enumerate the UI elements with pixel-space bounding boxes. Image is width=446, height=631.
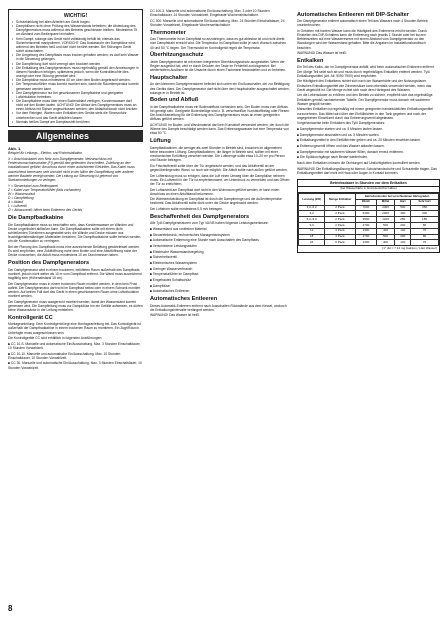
warning-item: • Vor dem Reinigen, Warten oder Entkalken des Geräts stets die Stromzufuhr unterbrechen und das Gerät abkühlen lassen. xyxy=(12,111,139,119)
warning-item: • Die Dampfleitung darf nicht verengt oder blockiert werden. xyxy=(12,62,139,66)
section-list-item: ■ Automatisches Entleeren xyxy=(150,289,190,294)
table-cell: 400 xyxy=(376,228,395,234)
legend-item: L = Luftventil xyxy=(8,204,27,209)
section-list-item: ■ Entleerungsventil öffnen und das Wasser ablaufen lassen. xyxy=(297,143,385,148)
warning-item: • Schutzkleidung bei allen Arbeiten am Gerät tragen. xyxy=(12,20,139,24)
manual-page xyxy=(8,9,440,615)
table-header-cell: Mittel xyxy=(376,199,395,205)
section-paragraph: An den kleineren Dampfgeneratoren befindet sich unten ein Ein/Ausschalter, der zur Betätigung des Geräts dient. Der Dampfgenerator darf nicht über den Hauptschalter ausgeschaltet werden, solange er in Betrieb ist. xyxy=(150,82,290,95)
section-heading: Automatisches Entleeren xyxy=(150,295,218,302)
section-heading: Lüftung xyxy=(150,138,171,144)
table-cell: 18 xyxy=(299,234,325,240)
legend-item: Ö = Ablassventil; öffnet beim Entleeren des Geräts xyxy=(8,208,83,213)
section-paragraph: Um die Lebensdauer zu erhöhen und den Betrieb zu sichern, empfiehlt sich das regelmäßige Entkalken gemäß nachstehender Tabelle. Der Dampfgenerator muss danach mit sauberem Wasser gespült werden. xyxy=(297,93,433,106)
section-heading: Thermometer xyxy=(150,29,186,36)
table-cell: 300 xyxy=(411,211,439,217)
section-paragraph: Manuelles Entkalken ist regelmäßig mit einem geeigneten handelsüblichen Entkalkungsmittel vorzunehmen. Das Mittel wird über den Einfülltrichter in den Tank gegeben und nach der angegebenen Einwirkzeit durch das Entleerungsventil abgelassen. xyxy=(297,107,433,120)
figure-text: X = Anschlusskabel vom Netz zum Dampfgenerator. Netzanschluss mit Fehlerstromschutzschalter (FI) gemäß den geltenden Vorschriften. Zuleitung an den Installationsort geführt; Anschluss durch einen autorisierten Elektriker. Das Kabel muss ausreichend bemessen sein und darf nicht in der Nähe der Dampfleitung oder anderer warmer Bauteile verlegt werden. Die Leitung zur Steuerung ist getrennt von Starkstromleitungen zu verlegen. xyxy=(8,157,135,182)
table-grid xyxy=(298,193,439,246)
section-list-item: ■ Elektrische Wasserstandsregelung xyxy=(150,249,204,254)
section-heading: Kontrollgerät CC xyxy=(8,314,53,321)
table-cell: 500 xyxy=(376,222,395,228)
table-cell: 2 Pack. xyxy=(325,217,356,223)
table-header-cell: Menge Entkalker xyxy=(325,194,356,206)
section-list-item: ■ CC 30. Manuelle und automatische Ein/Ausschaltung. Max. 3 Stunden Einschaltdauer, 10 Stunden Vorwahlzeit. xyxy=(8,361,142,370)
section-paragraph: Die Dampfbadkabine muss so beschaffen sein, dass Kondenswasser an Wänden und Decke ungehindert abfließen kann. Die Dampfbadkabine sollte mit einem dicht schließenden Türrahmen ausgestattet sein; die Wände und Decke müssen aus feuchtigkeitsbeständigen Materialien bestehen. Die Dampfbadkabine sollte beheizt werden, um die Kondensation zu verringern. xyxy=(8,222,142,244)
table-header-cell: Leistung (kW) xyxy=(299,194,325,206)
column-2 xyxy=(150,9,290,319)
section-heading: Beschaffenheit des Dampfgenerators xyxy=(150,213,250,220)
section-paragraph: Der Dampfgenerator muss waagerecht montiert werden, damit der Wasserstand korrekt gemessen wird. Die Dampfleitung muss zur Dampfdüse hin ein Gefälle aufweisen; es dürfen keine Wassersäcke in der Leitung entstehen. xyxy=(8,299,143,312)
section-paragraph: WARNUNG! Die Entkalkungslösung ist ätzend; Schutzhandschuhe und Schutzbrille tragen. Das Entkalkungsmittel darf nicht mit Haut oder Augen in Kontakt kommen. xyxy=(297,166,437,175)
table-cell: 9,0 xyxy=(299,222,325,228)
table-header-cell: Hart xyxy=(395,199,411,205)
table-cell: 24 xyxy=(299,240,325,246)
section-list-item: ■ CC 10-10. Manuelle und automatische Ein/Ausschaltung. Max. 10 Stunden Einschaltdauer, 10 Stunden Vorwahlzeit. xyxy=(8,351,121,360)
table-title: Betriebsdauer in Stunden vor dem Entkalken xyxy=(298,180,439,187)
section-paragraph: Der Luftstrom sollte mindestens 0,5 m/s betragen. xyxy=(150,207,223,212)
section-heading: Die Dampfbadkabine xyxy=(8,215,64,222)
table-cell: 1200 xyxy=(376,217,395,223)
section-paragraph: Montageanleitung: Dem Kontrollgerät liegt eine Montageanleitung bei. Das Kontrollgerät ist außerhalb der Dampfbadkabine in einem trockenen Raum zu montieren. Ein Zugriff durch Unbefugte muss ausgeschlossen sein. xyxy=(8,322,141,335)
table-cell: 6,2 xyxy=(299,211,325,217)
section-list-item: ■ Temperaturfühler im Dampfbad xyxy=(150,272,199,277)
section-list-item: ■ Dampfgenerator mit sauberem Wasser füllen, danach erneut entleeren. xyxy=(297,149,404,154)
table-cell: 6 Pack. xyxy=(325,240,356,246)
column-1-sections xyxy=(8,215,143,370)
section-list-item: ■ Die Spüldurchgänge nach Bedarf wiederholen. xyxy=(297,155,369,160)
section-list-item: ■ Dampfdüse xyxy=(150,283,170,288)
table-cell: 80 xyxy=(411,234,439,240)
warning-item: • Kein Dampf, solange das Gerät nicht vollständig befüllt ist; niemals das Sicherheitsventil manipulieren. VORSICHT: Das Auslassrohr der Dampfdüse wird während des Betriebs heiß und darf nicht berührt werden. Bei Störungen Gerät sofort ausschalten. xyxy=(12,37,139,54)
table-note: (bei Wasserhärte in Grad deutscher Härte) xyxy=(298,187,439,193)
section-paragraph: Der Lüfterabzug muss so erfolgen, dass die Luft einen Umweg über die Dampfdüse nehmen muss. Ein Luftventil in der Tür ist empfehlenswert, um Unterdruck zu vermeiden und das Öffnen der Tür zu erleichtern. xyxy=(150,173,290,186)
legend-item: A = Ablauf xyxy=(8,200,24,205)
warning-item: • Den Dampfgenerator nur bei geschlossener Dampfkabine und geeigneter Luftzirkulation betreiben. xyxy=(12,91,139,99)
table-cell: 1300 xyxy=(356,240,376,246)
warning-title: WICHTIG! xyxy=(63,13,88,19)
section-list-item: ■ Sicherheitsventil xyxy=(150,255,177,260)
table-cell: 3,0–6,2 xyxy=(299,205,325,211)
table-cell: 6,2–9,0 xyxy=(299,217,325,223)
table-cell: 140 xyxy=(395,228,411,234)
table-cell: 400 xyxy=(395,211,411,217)
section-paragraph: Bei der Planung des Dampfbads muss eine ausreichende Belüftung gewährleistet werden. Es wird empfohlen, eine Zuluftöffnung nahe dem Boden und eine Abluftöffnung nahe der Decke vorzusehen; die Abluft muss mindestens 10 cm Durchmesser haben. xyxy=(8,244,140,258)
section-heading: Überhitzungsschutz xyxy=(150,52,204,59)
section-heading: Position des Dampfgenerators xyxy=(8,259,90,266)
section-list-item: ■ Steuerelektronik, rechnerisches Managementsystem xyxy=(150,232,230,237)
warning-item: • Die Umgebung des Dampfbads muss trocken gehalten werden; es darf kein Wasser in die Steuerung gelangen. xyxy=(12,53,139,61)
section-list xyxy=(297,127,440,159)
section-heading: Automatisches Entleeren mit DIP-Schalter xyxy=(297,11,409,18)
table-cell: 2000 xyxy=(376,211,395,217)
table-cell: 1300 xyxy=(356,228,376,234)
section-paragraph: Vorgehensweise beim Entkalken des Tylö Dampfgenerators: xyxy=(297,121,386,126)
table-cell: 180 xyxy=(411,217,439,223)
table-row xyxy=(299,240,439,246)
table-cell: 80 xyxy=(411,222,439,228)
section-list-item: ■ Entkalkungsmittel in den Einfülltrichter geben und ca. 20 Minuten einwirken lassen. xyxy=(297,138,421,143)
figure-legend xyxy=(8,184,143,213)
legend-item: Y = Steuerkabel zum Bedienpanel xyxy=(8,183,58,188)
section-list-item: ■ CC 10-S. Manuelle und automatische Ein/Ausschaltung. Max. 3 Stunden Einschaltdauer, 10 Stunden Vorwahlzeit. xyxy=(8,341,141,350)
table-cell: 70 xyxy=(411,240,439,246)
section-paragraph: CC 100-3. Manuelle und automatische Ein/Ausschaltung. Max. 3 oder 10 Stunden Einschaltdauer, 24 Stunden Vorwahlzeit, Eingebaute Wochenzeitschaltuhr. xyxy=(150,9,270,18)
section-list-item: ■ Geringer Wasserverbrauch xyxy=(150,266,193,271)
section-paragraph: In Gebieten mit hartem Wasser kann die Häufigkeit des Entleerens erhöht werden. Durch Einstellen des DIP-Schalters kann die Entleerung nach jeweils 1 Stunde oder bei kurzen Betriebszeiten auf eine Wasserreserve mit einem Abstand vom Dampfgenerator zu den Wandungen wird der Wasserstand gehalten. Bitte die Angaben im Installationshandbuch beachten. xyxy=(297,28,427,50)
table-cell: 500 xyxy=(395,205,411,211)
column-3-sections xyxy=(297,12,440,175)
section-list-item: ■ Wasserstand aus rostfreiem Material xyxy=(150,227,207,232)
section-heading: Entkalken xyxy=(297,57,324,64)
section-paragraph: Der Luftaustritt am Dampfbad darf nicht in den Wohnraum geführt werden; er kann einen Anschluss an einen Abluftkanal bekommen. xyxy=(150,187,280,196)
column-1 xyxy=(8,9,143,371)
section-paragraph: Das Thermometer ist im Dampfbad so anzubringen, dass es gut ablesbar ist und nicht direkt vom Dampfstrahl erreicht wird. Die Temperatur im Dampfbad sollte je nach Wunsch zwischen 40 und 50 °C liegen. Der Thermostat im Kontrollgerät regelt die Temperatur. xyxy=(150,37,287,50)
table-cell: 70 xyxy=(411,228,439,234)
section-list-item: ■ Dampfgenerator starten und ca. 5 Minuten laufen lassen. xyxy=(297,126,384,131)
table-cell: 4 Pack. xyxy=(325,234,356,240)
section-paragraph: Dampfbadkabinen, die weniger als zwei Stunden in Betrieb sind, brauchen im allgemeinen keine besondere Lüftung. Dampfbadkabinen, die länger in Betrieb sind, sollten mit einer mechanischen Entlüftung versehen werden. Die Luftmenge sollte etwa 10–20 m³ pro Person und Stunde betragen. xyxy=(150,145,285,163)
section-paragraph: Jeder Dampfgenerator ist mit einem integrierten Überhitzungsschutz ausgestattet. Wenn der Regler ausgelöst hat, wird er durch Drücken der Taste im Fehlerfall zurückgesetzt. Bei wiederholtem Auslösen ist die Ursache durch einen Fachmann festzustellen und zu beheben. xyxy=(150,59,286,73)
table-footnote: (1° dH = 7,14 mg Calcium / Liter Wasser) xyxy=(382,246,437,251)
page-number: 8 xyxy=(8,604,13,613)
table-cell: 2 Pack. xyxy=(325,222,356,228)
section-paragraph: WARNUNG! Das Wasser ist heiß! xyxy=(297,51,347,56)
section-list-item: ■ Automatische Entleerung eine Stunde nach Ausschalten des Dampfbads xyxy=(150,238,259,243)
warning-item: • Der Temperaturfühler muss korrekt montiert sein, damit die Raumtemperatur korrekt gemessen werden kann. xyxy=(12,82,139,90)
section-paragraph: Die Wärmeentwicklung im Dampfbad ist durch die Dampfmenge und die Außentemperatur bestimmt. Das Abluftventil sollte dicht unter der Decke angebracht werden. xyxy=(150,197,282,206)
section-paragraph: Nach dem Entkalken müssen die Dichtungen auf Undichtigkeiten kontrolliert werden. xyxy=(297,160,421,165)
section-paragraph: Der Dampfgenerator wird in einem trockenen, belüfteten Raum außerhalb des Dampfbads montiert, jedoch nicht weiter als 10 m vom Dampfbad entfernt. Die Wand muss ausreichend tragfähig sein (Höhenabstand 15 cm). xyxy=(8,267,142,280)
section-paragraph: Ein Frischluftventil sollte über der Tür angebracht werden, und das Abluftventil an der gegenüberliegenden Wand, so hoch wie möglich. Die Abluft sollte nach außen geführt werden. xyxy=(150,163,288,172)
column-3 xyxy=(297,9,440,253)
table-header-group: Betriebsstunden bei verschiedenen Härtegraden xyxy=(356,194,439,200)
section-paragraph: CC 300. Manuelle und automatische Ein/Ausschaltung. Max. 24 Stunden Einschaltdauer, 24 Stunden Vorwahlzeit, Eingebaute Wochenzeitschaltuhr. xyxy=(150,18,285,27)
figure-label: Abb. 1. xyxy=(8,145,22,151)
table-header-cell: Sehr hart xyxy=(411,199,439,205)
table-cell: 12 xyxy=(299,228,325,234)
table-body xyxy=(299,205,439,245)
figure-caption: Beispiel für Leitungs-, Elektro- und Rohrinstallation xyxy=(8,150,83,155)
section-paragraph: Alle Tylö Dampfgeneratoren vom Typ VA/VB haben folgende Leistungsmerkmale: xyxy=(150,221,269,226)
table-cell: 400 xyxy=(376,240,395,246)
column-2-intro xyxy=(150,9,290,27)
table-cell: 200 xyxy=(395,222,411,228)
section-paragraph: WARNUNG! Das Wasser ist heiß! xyxy=(150,313,200,318)
warning-item: • Die Entkalkung des Dampfgenerators muss regelmäßig gemäß den Anweisungen in diesem Handbuch erfolgen, spätestens jedoch, wenn die Kontrollleuchte dies anzeigt oder eine Störung gemeldet wird. xyxy=(12,66,139,78)
table-cell: 500 xyxy=(376,234,395,240)
section-banner: Allgemeines xyxy=(8,130,143,142)
section-list xyxy=(150,227,290,293)
table-cell: 2 Pack. xyxy=(325,205,356,211)
table-cell: 350 xyxy=(411,205,439,211)
table-cell: 140 xyxy=(395,240,411,246)
section-paragraph: Ein Teil des Kalks, der im Dampfgenerator anfällt, wird beim automatischen Entleeren entfernt. Der übrige Teil setzt sich ab und muss durch regelmäßiges Entkalken entfernt werden. Tylö Entkalkungsmittel (Art.-Nr. 9090 7900) wird empfohlen. xyxy=(297,65,435,78)
section-paragraph: Der Dampfgenerator muss in einem trockenen Raum montiert werden, in dem kein Frost auftritt. Der Dampfgenerator darf nicht im Dampfbad selbst oder in einem Schrank montiert werden. Auf keinen Fall darf das Gerät in einen geschlossenen Raum ohne Luftzirkulation montiert werden. xyxy=(8,281,141,298)
section-heading: Boden und Abfluß xyxy=(150,97,199,104)
legend-item: D = Dampfleitung xyxy=(8,195,34,200)
section-paragraph: In der Dampfbadkabine muss ein Bodenabfluss vorhanden sein. Der Boden muss zum Abfluss hin geneigt sein. Geeignete Bodenbeläge sind z. B. verschweißter Kunststoffbelag oder Fliesen. Die Anschlussleitung für die Entleerung des Dampfgenerators muss an einen geeigneten Abfluss geführt werden. xyxy=(150,104,290,122)
section-paragraph: Der Dampfgenerator entleert automatisch einen Teil des Wassers nach 4 Stunden Betrieb ununterbrochen. xyxy=(297,19,428,28)
table-cell: 2 Pack. xyxy=(325,211,356,217)
warning-item: • Dampfdüsen nicht ohne Prüfung des Wasserstands betreiben; die Abdeckung des Dampfgenerators muss während des Betriebs geschlossen bleiben. Mindestens 75 cm Abstand zum Bedienpanel einhalten. xyxy=(12,24,139,36)
section-list xyxy=(8,342,143,370)
section-heading: Hauptschalter xyxy=(150,74,188,81)
warning-item: • Niemals heißes Dampf am Dampfaustritt berühren. xyxy=(12,120,139,124)
table-cell: 3 Pack. xyxy=(325,228,356,234)
warning-box xyxy=(8,9,143,127)
warning-list xyxy=(12,20,139,124)
section-paragraph: Die Kontrollgeräte CC sind erhältlich in folgenden Ausführungen: xyxy=(8,336,103,341)
table-cell: 1700 xyxy=(356,222,376,228)
legend-item: Z = Kabel zum Temperaturfühler (falls vorhanden) xyxy=(8,187,81,192)
section-list-item: ■ Verschiedene Leistungsstufen xyxy=(150,244,197,248)
warning-item: • Die Dampfkabine muss über einen Bodenablauf verfügen; Kondenswasser darf nicht auf den Boden laufen. ACHTUNG! Der Ablauf des Dampfgenerators muss an einen Abfluss mit Siphon angeschlossen werden; den Ablaufschlauch nicht knicken. xyxy=(12,99,139,111)
section-paragraph: Dieses Automatik-Entleeren entfernt nach Ausschalten Rückstände aus dem Kessel, wodurch die Entkalkungsintervalle verlängert werden. xyxy=(150,303,287,312)
table-cell: 3500 xyxy=(356,217,376,223)
section-list-item: ■ Dampfgenerator abschalten und ca. 5 Minuten warten. xyxy=(297,132,380,137)
section-list-item: ■ Elektronisches Wassersystem xyxy=(150,260,197,265)
table-cell: 7000 xyxy=(356,205,376,211)
section-list-item: ■ Eingebautes Schaltschütz xyxy=(150,277,191,282)
column-2-sections xyxy=(150,30,290,318)
table-header-cell: Weich xyxy=(356,199,376,205)
table-cell: 200 xyxy=(395,234,411,240)
section-paragraph: ACHTUNG! Im Boden- und Wandmaterial darf kein Kunststoff verwendet werden, der durch die Wärme des Dampfs beschädigt werden kann. Das Entleerungswasser hat eine Temperatur von etwa 90 °C. xyxy=(150,123,289,136)
descaling-table xyxy=(297,179,440,253)
table-cell: 2300 xyxy=(376,205,395,211)
warning-item: • Die Dampfdüse muss mindestens 40 cm über dem Boden angebracht werden. xyxy=(12,78,139,82)
table-cell: 250 xyxy=(395,217,411,223)
section-paragraph: Die Häufigkeit des Entkalkens richtet sich nach der Wasserhärte und der Nutzungsdauer. Einfaches Entkalkungsmittel wie Zitronensäure kann ebenfalls verwendet werden, wenn das Gerät abgekühlt ist. Die Menge richtet sich nach dem Härtegrad des Wassers. xyxy=(297,79,432,92)
table-cell: 1700 xyxy=(356,234,376,240)
table-cell: 6400 xyxy=(356,211,376,217)
legend-item: W = Wasserzulauf xyxy=(8,191,35,196)
